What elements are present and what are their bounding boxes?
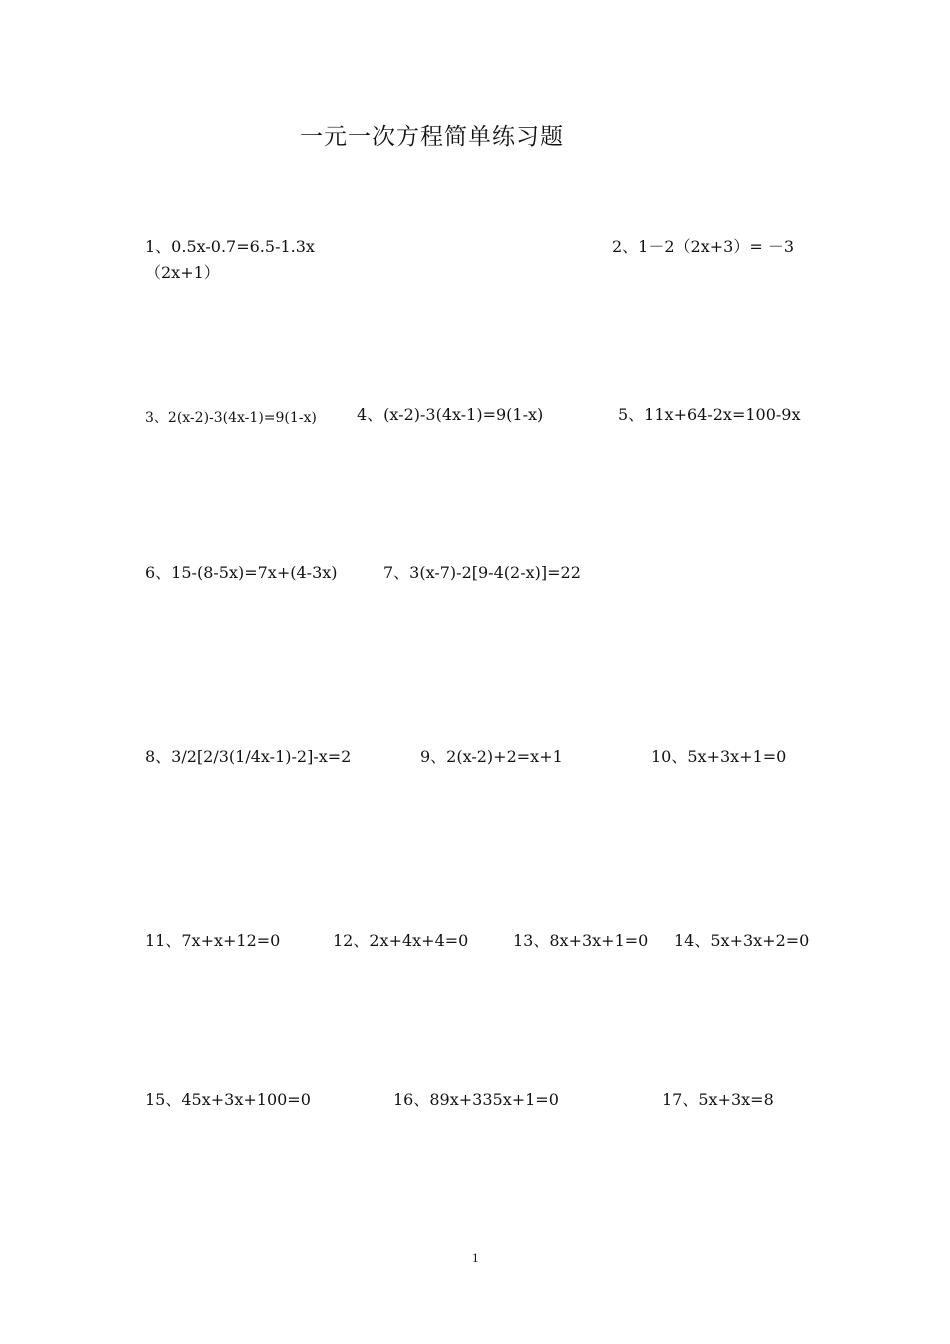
question-6: 6、15-(8-5x)=7x+(4-3x) <box>145 563 338 582</box>
question-1: 1、0.5x-0.7=6.5-1.3x <box>145 237 315 256</box>
question-11: 11、7x+x+12=0 <box>145 931 281 950</box>
question-14: 14、5x+3x+2=0 <box>674 931 810 950</box>
question-5: 5、11x+64-2x=100-9x <box>618 405 801 424</box>
question-8: 8、3/2[2/3(1/4x-1)-2]-x=2 <box>145 747 352 766</box>
question-9: 9、2(x-2)+2=x+1 <box>420 747 563 766</box>
page-number: 1 <box>472 1250 479 1265</box>
question-16: 16、89x+335x+1=0 <box>393 1090 559 1109</box>
question-12: 12、2x+4x+4=0 <box>333 931 469 950</box>
page-title: 一元一次方程简单练习题 <box>300 124 564 150</box>
question-17: 17、5x+3x=8 <box>662 1090 774 1109</box>
question-1-continuation: （2x+1） <box>145 263 220 282</box>
question-7: 7、3(x-7)-2[9-4(2-x)]=22 <box>383 563 581 582</box>
question-13: 13、8x+3x+1=0 <box>513 931 649 950</box>
question-4: 4、(x-2)-3(4x-1)=9(1-x) <box>357 405 544 424</box>
question-15: 15、45x+3x+100=0 <box>145 1090 311 1109</box>
question-10: 10、5x+3x+1=0 <box>651 747 787 766</box>
question-3: 3、2(x-2)-3(4x-1)=9(1-x) <box>145 410 317 426</box>
question-2: 2、1－2（2x+3）= －3 <box>612 237 795 256</box>
